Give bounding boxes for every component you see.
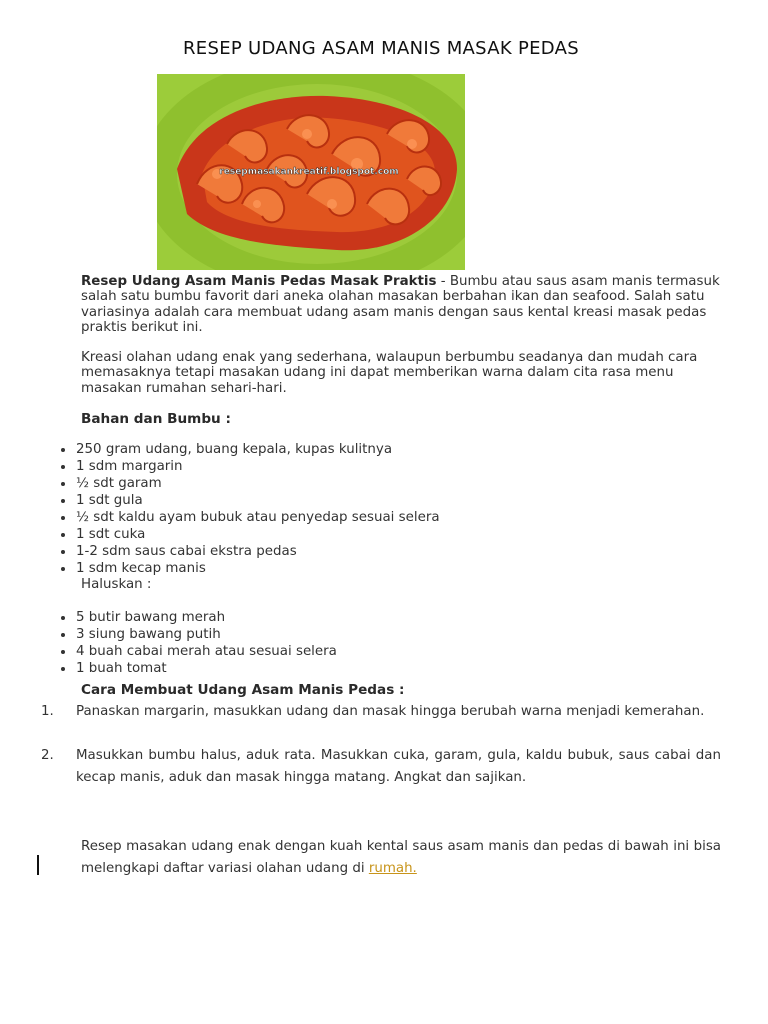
ground-label: Haluskan : [81, 577, 152, 592]
intro-bold-lead: Resep Udang Asam Manis Pedas Masak Praktis [81, 274, 437, 289]
intro-paragraph [81, 274, 721, 336]
list-item: 3 siung bawang putih [0, 626, 337, 643]
list-item: 1 sdm kecap manis [0, 560, 440, 577]
shrimp-dish-photo [157, 74, 465, 270]
list-item: 1 buah tomat [0, 660, 337, 677]
step-number: 2. [41, 748, 54, 763]
closing-paragraph [81, 836, 721, 880]
document-title: RESEP UDANG ASAM MANIS MASAK PEDAS [183, 38, 579, 59]
step-number: 1. [41, 704, 54, 719]
intro-text: - Bumbu atau saus asam manis termasuk salah satu bumbu favorit dari aneka olahan masakan berbahan ikan dan seafood. Salah satu variasinya adalah cara membuat udang asam manis dengan saus kental kreasi masak pedas praktis berikut ini. [81, 274, 720, 336]
rumah-link[interactable]: rumah. [368, 861, 417, 876]
list-item: 4 buah cabai merah atau sesuai selera [0, 643, 337, 660]
text-cursor [37, 855, 39, 875]
list-item: 1 sdm margarin [0, 458, 440, 475]
list-item: 1 sdt gula [0, 492, 440, 509]
list-item: ½ sdt garam [0, 475, 440, 492]
ingredients-list [0, 441, 440, 577]
closing-text: Resep masakan udang enak dengan kuah kental saus asam manis dan pedas di bawah ini bisa melengkapi daftar variasi olahan udang di [81, 839, 721, 876]
step-text: Masukkan bumbu halus, aduk rata. Masukkan cuka, garam, gula, kaldu bubuk, saus cabai dan kecap manis, aduk dan masak hingga matang. Angkat dan sajikan. [76, 748, 721, 785]
list-item: 5 butir bawang merah [0, 609, 337, 626]
ground-ingredients-list [0, 609, 337, 677]
list-item: 250 gram udang, buang kepala, kupas kulitnya [0, 441, 440, 458]
list-item: 1 sdt cuka [0, 526, 440, 543]
list-item: ½ sdt kaldu ayam bubuk atau penyedap sesuai selera [0, 509, 440, 526]
paragraph-2: Kreasi olahan udang enak yang sederhana, walaupun berbumbu seadanya dan mudah cara memasaknya tetapi masakan udang ini dapat memberikan warna dalam cita rasa menu masakan rumahan sehari-hari. [81, 350, 698, 396]
photo-watermark: resepmasakankreatif.blogspot.com [219, 167, 399, 177]
method-heading: Cara Membuat Udang Asam Manis Pedas : [81, 682, 405, 698]
step-text: Panaskan margarin, masukkan udang dan masak hingga berubah warna menjadi kemerahan. [76, 704, 705, 719]
list-item: 1-2 sdm saus cabai ekstra pedas [0, 543, 440, 560]
ingredients-heading: Bahan dan Bumbu : [81, 411, 231, 427]
